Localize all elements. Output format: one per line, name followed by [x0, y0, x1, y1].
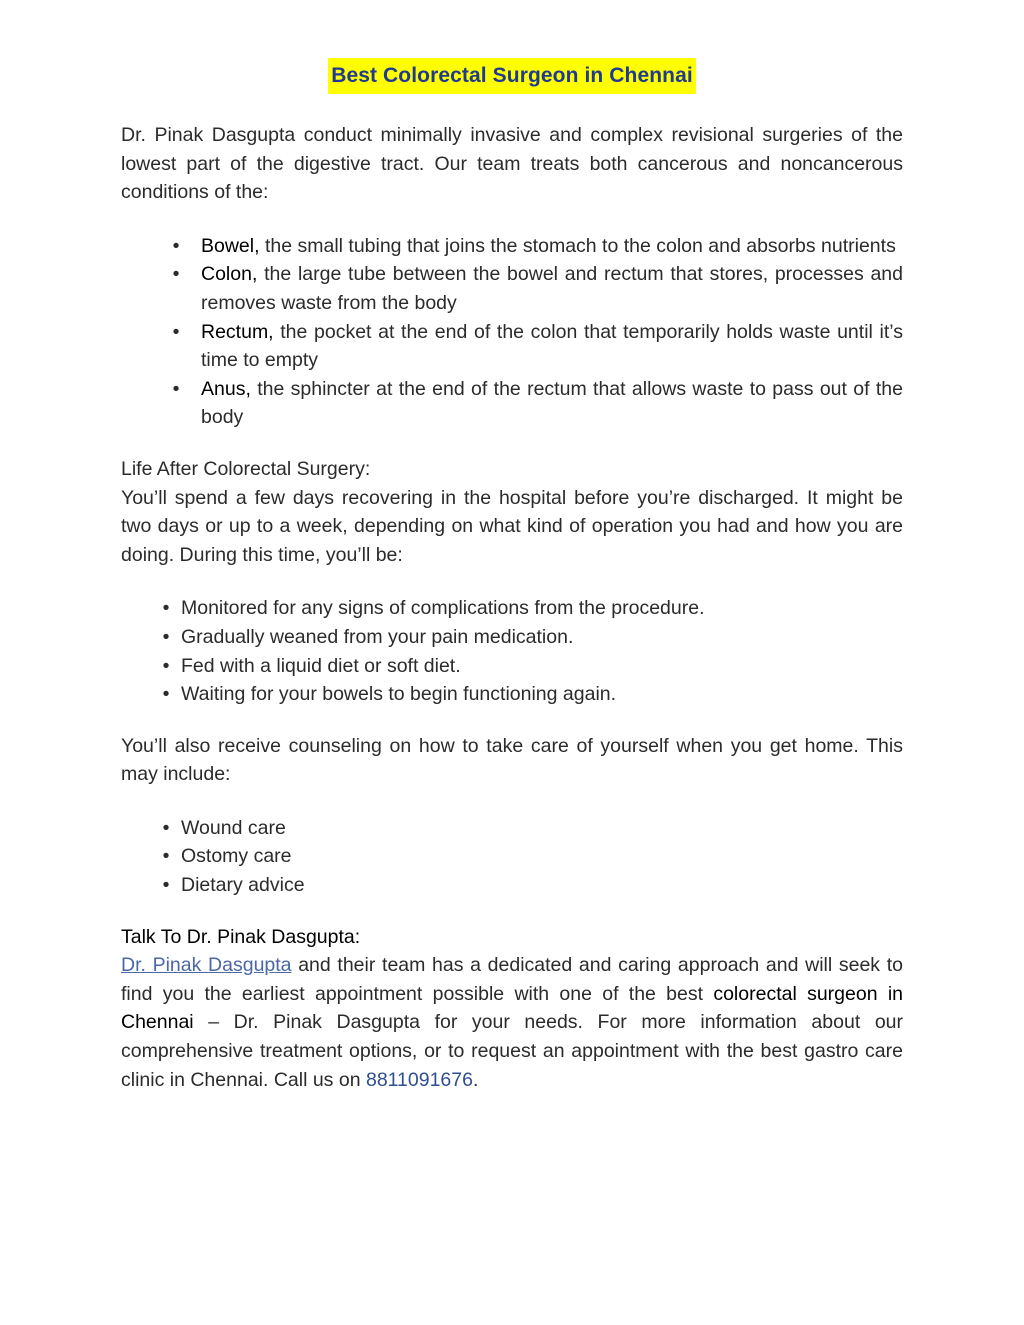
condition-term: Colon, — [201, 263, 258, 286]
list-item — [162, 842, 903, 871]
counseling-list — [162, 814, 903, 900]
bullet-icon: • — [162, 654, 170, 677]
bullet-icon: • — [172, 320, 180, 343]
list-item — [162, 871, 903, 900]
list-item — [162, 680, 903, 709]
contact-paragraph — [121, 951, 903, 1094]
bullet-icon: • — [172, 263, 180, 286]
list-item-text: Dietary advice — [181, 874, 305, 897]
list-item-text: Fed with a liquid diet or soft diet. — [181, 654, 461, 677]
bullet-icon: • — [162, 816, 170, 839]
list-item — [162, 814, 903, 843]
condition-description: the sphincter at the end of the rectum that allows waste to pass out of the body — [201, 377, 903, 429]
list-item-text: Gradually weaned from your pain medication. — [181, 625, 574, 648]
list-item — [162, 623, 903, 652]
list-item — [171, 232, 903, 261]
recovery-list — [162, 594, 903, 708]
counseling-paragraph: You’ll also receive counseling on how to take care of yourself when you get home. This may include: — [121, 734, 903, 786]
contact-heading: Talk To Dr. Pinak Dasgupta: — [121, 925, 361, 948]
condition-description: the small tubing that joins the stomach to the colon and absorbs nutrients — [259, 234, 896, 257]
list-item — [171, 318, 903, 375]
list-item-text: Waiting for your bowels to begin functioning again. — [181, 683, 617, 706]
condition-term: Rectum, — [201, 320, 274, 343]
list-item-text: Ostomy care — [181, 845, 292, 868]
document-body — [121, 121, 903, 1094]
life-after-heading: Life After Colorectal Surgery: — [121, 457, 371, 480]
bullet-icon: • — [162, 874, 170, 897]
bullet-icon: • — [172, 234, 180, 257]
bullet-icon: • — [162, 683, 170, 706]
contact-text-2: – Dr. Pinak Dasgupta for your needs. For more information about our comprehensive treatment options, or to request an appointment with the best gastro care clinic in Chennai. Call us on — [121, 1011, 903, 1091]
bullet-icon: • — [172, 377, 180, 400]
condition-description: the large tube between the bowel and rectum that stores, processes and removes waste from the body — [201, 263, 903, 314]
list-item — [171, 260, 903, 317]
contact-text-end: . — [472, 1068, 479, 1091]
condition-description: the pocket at the end of the colon that temporarily holds waste until it’s time to empty — [201, 320, 903, 372]
phone-number[interactable]: 8811091676 — [365, 1068, 473, 1091]
life-after-paragraph: You’ll spend a few days recovering in the hospital before you’re discharged. It might be two days or up to a week, depending on what kind of operation you had and how you are doing. During this time, you’ll be: — [121, 486, 903, 566]
title-container — [0, 58, 1024, 94]
contact-text-1: and their team has a dedicated and caring approach and will seek to find you the earliest appointment possible with one of the best — [121, 954, 903, 1005]
conditions-list — [171, 232, 903, 432]
doctor-link[interactable]: Dr. Pinak Dasgupta — [121, 954, 292, 977]
list-item — [162, 594, 903, 623]
list-item-text: Wound care — [181, 816, 286, 839]
list-item — [171, 375, 903, 432]
condition-term: Bowel, — [201, 234, 260, 257]
bullet-icon: • — [162, 625, 170, 648]
page-title: Best Colorectal Surgeon in Chennai — [328, 58, 696, 94]
condition-term: Anus, — [201, 377, 251, 400]
bullet-icon: • — [162, 845, 170, 868]
bullet-icon: • — [162, 597, 170, 620]
list-item — [162, 652, 903, 681]
list-item-text: Monitored for any signs of complications from the procedure. — [181, 597, 705, 620]
colorectal-surgeon-term: colorectal surgeon in Chennai — [121, 982, 904, 1034]
intro-paragraph: Dr. Pinak Dasgupta conduct minimally invasive and complex revisional surgeries of the lowest part of the digestive tract. Our team treats both cancerous and noncancerous conditions of the: — [121, 124, 903, 204]
